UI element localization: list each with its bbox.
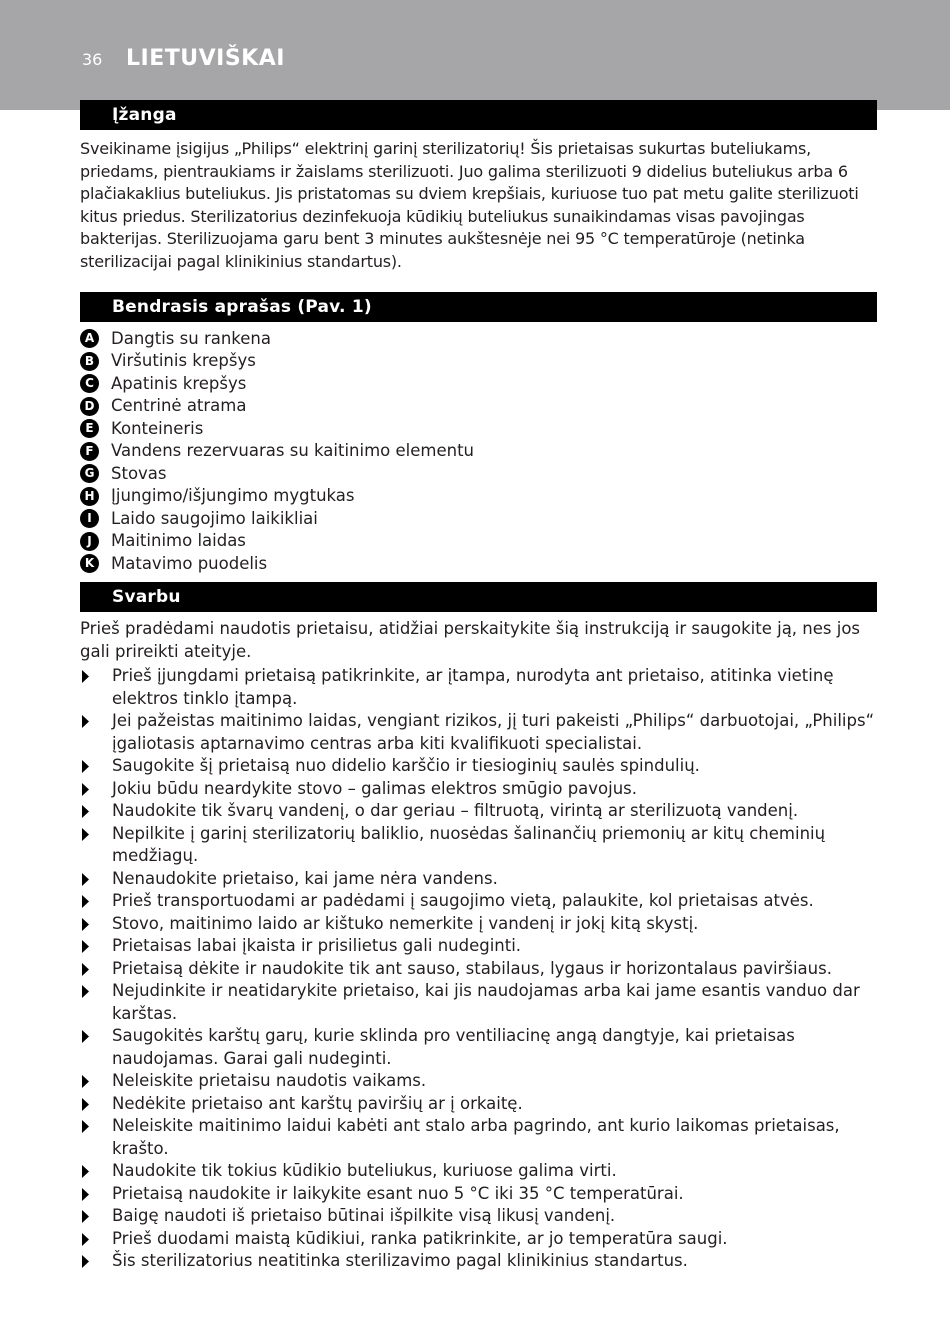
bullet-triangle-icon [82, 1165, 89, 1178]
warning-item [80, 755, 877, 778]
parts-legend-list [80, 328, 877, 576]
letter-badge-icon: B [80, 352, 99, 371]
legend-item [80, 485, 877, 508]
warning-item [80, 800, 877, 823]
bullet-triangle-icon [82, 760, 89, 773]
letter-badge-icon: A [80, 329, 99, 348]
legend-item [80, 328, 877, 351]
bullet-triangle-icon [82, 715, 89, 728]
legend-item-label: Dangtis su rankena [111, 328, 271, 348]
legend-item-label: Vandens rezervuaras su kaitinimo elementu [111, 441, 474, 461]
warning-text: Nedėkite prietaiso ant karštų paviršių ar į orkaitę. [112, 1093, 523, 1113]
bullet-triangle-icon [82, 1255, 89, 1268]
warning-text: Nepilkite į garinį sterilizatorių baliklio, nuosėdas šalinančių priemonių ar kitų cheminių medžiagų. [112, 823, 826, 866]
warning-text: Naudokite tik švarų vandenį, o dar geriau – filtruotą, virintą ar sterilizuotą vandenį. [112, 801, 799, 821]
bullet-triangle-icon [82, 1098, 89, 1111]
warning-item [80, 1115, 877, 1160]
legend-item [80, 395, 877, 418]
warning-item [80, 1250, 877, 1273]
letter-badge-icon: F [80, 442, 99, 461]
bullet-triangle-icon [82, 828, 89, 841]
warnings-list [80, 665, 877, 1273]
legend-item [80, 350, 877, 373]
letter-badge-icon: H [80, 487, 99, 506]
legend-item [80, 418, 877, 441]
legend-item-label: Stovas [111, 463, 167, 483]
legend-item [80, 553, 877, 576]
section-heading-intro: Įžanga [80, 100, 877, 130]
warning-text: Baigę naudoti iš prietaiso būtinai išpilkite visą likusį vandenį. [112, 1206, 616, 1226]
bullet-triangle-icon [82, 895, 89, 908]
bullet-triangle-icon [82, 1120, 89, 1133]
page-content [80, 100, 877, 1273]
warning-text: Naudokite tik tokius kūdikio buteliukus, kuriuose galima virti. [112, 1161, 617, 1181]
warning-text: Prietaisą naudokite ir laikykite esant nuo 5 °C iki 35 °C temperatūrai. [112, 1183, 684, 1203]
bullet-triangle-icon [82, 1075, 89, 1088]
legend-item [80, 508, 877, 531]
legend-item-label: Matavimo puodelis [111, 553, 268, 573]
warning-item [80, 890, 877, 913]
warning-text: Neleiskite maitinimo laidui kabėti ant stalo arba pagrindo, ant kurio laikomas prietaisas, krašto. [112, 1116, 840, 1158]
section-heading-important: Svarbu [80, 582, 877, 612]
warning-text: Nenaudokite prietaiso, kai jame nėra vandens. [112, 868, 498, 888]
warning-text: Jei pažeistas maitinimo laidas, vengiant rizikos, jį turi pakeisti „Philips“ darbuotojai, „Philips“ įgaliotasis aptarnavimo centras arba kiti kvalifikuoti specialistai. [112, 711, 875, 753]
warning-text: Stovo, maitinimo laido ar kištuko nemerkite į vandenį ir jokį kitą skystį. [112, 913, 699, 933]
legend-item-label: Maitinimo laidas [111, 531, 246, 551]
warning-item [80, 1160, 877, 1183]
warning-item [80, 1093, 877, 1116]
letter-badge-icon: K [80, 554, 99, 573]
legend-item-label: Įjungimo/išjungimo mygtukas [111, 486, 355, 506]
bullet-triangle-icon [82, 985, 89, 998]
warning-text: Šis sterilizatorius neatitinka sterilizavimo pagal klinikinius standartus. [112, 1251, 688, 1271]
warning-text: Prietaisas labai įkaista ir prisilietus gali nudeginti. [112, 936, 522, 956]
warning-text: Prieš duodami maistą kūdikiui, ranka patikrinkite, ar jo temperatūra saugi. [112, 1228, 728, 1248]
header-band [0, 0, 950, 110]
bullet-triangle-icon [82, 940, 89, 953]
legend-item [80, 373, 877, 396]
letter-badge-icon: G [80, 464, 99, 483]
warning-item [80, 1183, 877, 1206]
warning-item [80, 1070, 877, 1093]
legend-item [80, 463, 877, 486]
bullet-triangle-icon [82, 1030, 89, 1043]
letter-badge-icon: E [80, 419, 99, 438]
warning-item [80, 868, 877, 891]
warning-item [80, 778, 877, 801]
warning-text: Prietaisą dėkite ir naudokite tik ant sauso, stabilaus, lygaus ir horizontalaus paviršiaus. [112, 958, 832, 978]
intro-paragraph: Sveikiname įsigijus „Philips“ elektrinį garinį sterilizatorių! Šis prietaisas sukurtas buteliukams, priedams, pientraukiams ir žaislams sterilizuoti. Juo galima sterilizuoti 9 didelius buteliukus arba 6 plačiakaklius buteliukus. Jis pristatomas su dviem krepšiais, kuriuose tuo pat metu galite sterilizuoti kitus priedus. Sterilizatorius dezinfekuoja kūdikių buteliukus sunaikindamas visas pavojingas bakterijas. Sterilizuojama garu bent 3 minutes aukštesnėje nei 95 °C temperatūroje (netinka sterilizacijai pagal klinikinius standartus). [80, 139, 859, 271]
bullet-triangle-icon [82, 1210, 89, 1223]
legend-item-label: Viršutinis krepšys [111, 351, 256, 371]
warning-item [80, 980, 877, 1025]
warning-item [80, 1228, 877, 1251]
warning-item [80, 1205, 877, 1228]
warning-item [80, 913, 877, 936]
letter-badge-icon: J [80, 532, 99, 551]
warning-text: Prieš transportuodami ar padėdami į saugojimo vietą, palaukite, kol prietaisas atvės. [112, 891, 814, 911]
warning-text: Saugokitės karštų garų, kurie sklinda pro ventiliacinę angą dangtyje, kai prietaisas naudojamas. Garai gali nudeginti. [112, 1026, 795, 1068]
page-language-title: LIETUVIŠKAI [126, 46, 285, 71]
bullet-triangle-icon [82, 963, 89, 976]
bullet-triangle-icon [82, 1188, 89, 1201]
legend-item-label: Centrinė atrama [111, 396, 247, 416]
legend-item [80, 440, 877, 463]
important-intro-paragraph: Prieš pradėdami naudotis prietaisu, atidžiai perskaitykite šią instrukciją ir saugokite ją, nes jos gali prireikti ateityje. [80, 619, 861, 661]
warning-item [80, 823, 877, 868]
warning-item [80, 958, 877, 981]
legend-item-label: Apatinis krepšys [111, 373, 247, 393]
warning-text: Saugokite šį prietaisą nuo didelio karščio ir tiesioginių saulės spindulių. [112, 756, 700, 776]
letter-badge-icon: C [80, 374, 99, 393]
legend-item [80, 530, 877, 553]
letter-badge-icon: D [80, 397, 99, 416]
letter-badge-icon: I [80, 509, 99, 528]
bullet-triangle-icon [82, 1233, 89, 1246]
bullet-triangle-icon [82, 670, 89, 683]
legend-item-label: Konteineris [111, 418, 204, 438]
warning-text: Neleiskite prietaisu naudotis vaikams. [112, 1071, 427, 1091]
page-number: 36 [82, 50, 103, 69]
warning-text: Jokiu būdu neardykite stovo – galimas elektros smūgio pavojus. [112, 778, 638, 798]
bullet-triangle-icon [82, 873, 89, 886]
bullet-triangle-icon [82, 783, 89, 796]
section-heading-general-description: Bendrasis aprašas (Pav. 1) [80, 292, 877, 322]
warning-item [80, 935, 877, 958]
warning-text: Nejudinkite ir neatidarykite prietaiso, kai jis naudojamas arba kai jame esantis vanduo dar karštas. [112, 981, 860, 1023]
bullet-triangle-icon [82, 918, 89, 931]
legend-item-label: Laido saugojimo laikikliai [111, 508, 318, 528]
bullet-triangle-icon [82, 805, 89, 818]
warning-item [80, 665, 877, 710]
warning-item [80, 710, 877, 755]
warning-item [80, 1025, 877, 1070]
warning-text: Prieš įjungdami prietaisą patikrinkite, ar įtampa, nurodyta ant prietaiso, atitinka vietinę elektros tinklo įtampą. [112, 666, 834, 708]
